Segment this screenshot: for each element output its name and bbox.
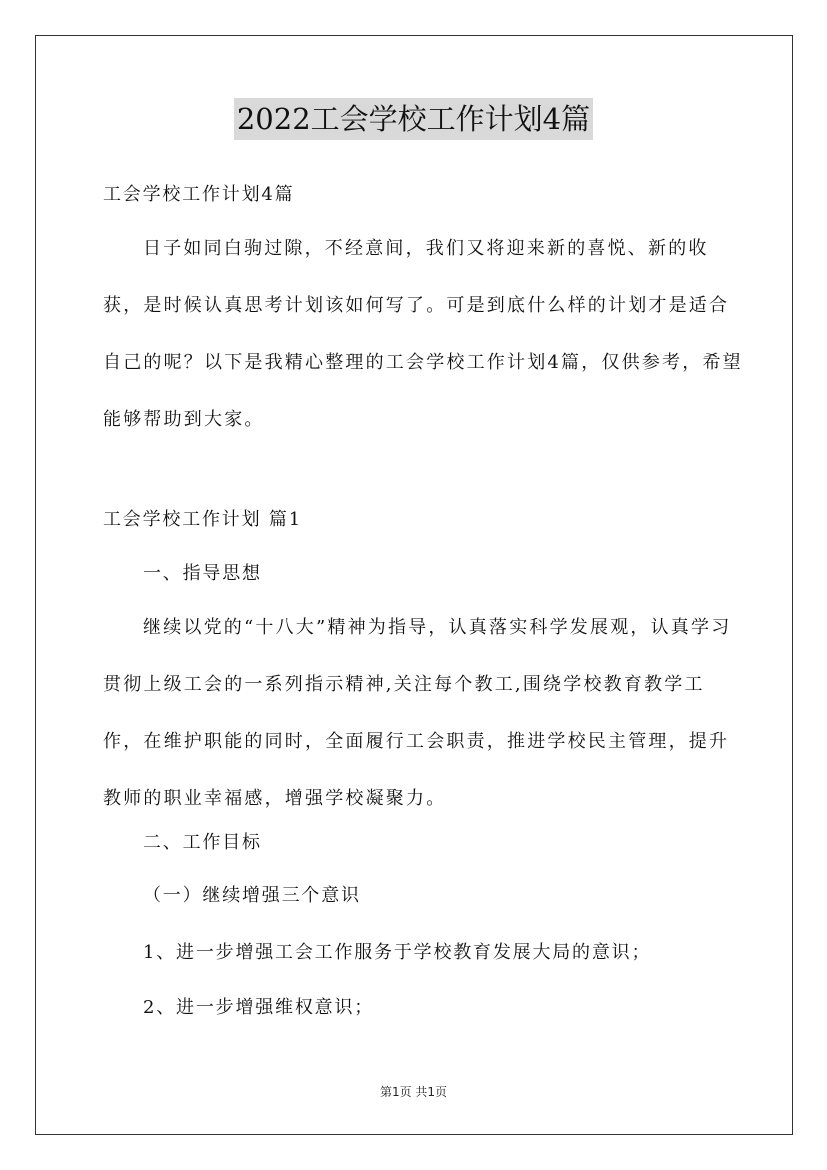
title-container <box>0 98 827 140</box>
page-footer: 第1页 共1页 <box>379 1085 448 1099</box>
section-heading: 工会学校工作计划 篇1 <box>103 509 302 530</box>
intro-heading: 工会学校工作计划4篇 <box>103 184 295 205</box>
document-title: 2022工会学校工作计划4篇 <box>234 98 593 140</box>
intro-paragraph: 日子如同白驹过隙，不经意间，我们又将迎来新的喜悦、新的收获，是时候认真思考计划该如何写了。可是到底什么样的计划才是适合自己的呢？以下是我精心整理的工会学校工作计划4篇，仅供参考，希望能够帮助到大家。 <box>103 238 743 430</box>
goals-heading: 二、工作目标 <box>143 832 262 853</box>
guiding-paragraph: 继续以党的“十八大”精神为指导，认真落实科学发展观，认真学习贯彻上级工会的一系列指示精神,关注每个教工,围绕学校教育教学工作，在维护职能的同时，全面履行工会职责，推进学校民主管理，提升教师的职业幸福感，增强学校凝聚力。 <box>103 617 732 809</box>
list-item: 1、进一步增强工会工作服务于学校教育发展大局的意识； <box>143 942 652 963</box>
subgoal-heading: （一）继续增强三个意识 <box>143 885 361 906</box>
list-item: 2、进一步增强维权意识； <box>143 997 375 1018</box>
guiding-heading: 一、指导思想 <box>143 563 262 584</box>
